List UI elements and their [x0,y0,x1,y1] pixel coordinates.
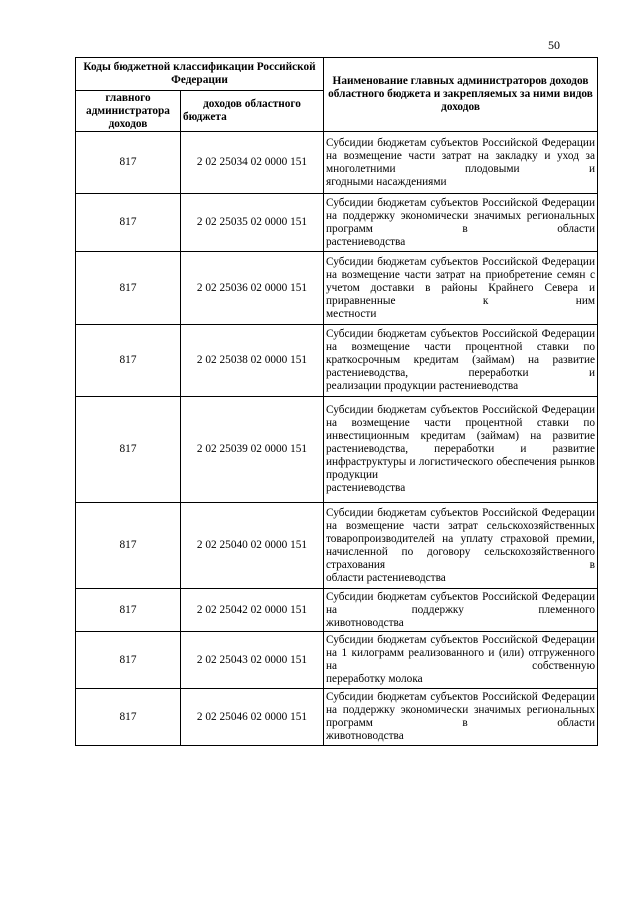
table-row [76,632,598,689]
table-row [76,397,598,503]
table-row [76,503,598,589]
income-description-cell [324,194,598,252]
table-row [76,252,598,325]
admin-code-cell: 817 [76,689,181,746]
budget-classification-table [75,57,598,746]
income-code-cell: 2 02 25034 02 0000 151 [181,132,324,194]
admin-code-header: главного администратора доходов [76,91,181,132]
admin-code-cell: 817 [76,252,181,325]
page-number: 50 [548,38,560,52]
income-code-cell: 2 02 25042 02 0000 151 [181,589,324,632]
income-code-cell: 2 02 25043 02 0000 151 [181,632,324,689]
description-last-line: растениеводства [326,482,406,494]
description-last-line: реализации продукции растениеводства [326,380,519,392]
description-last-line: растениеводства [326,235,406,248]
income-code-header: доходов областного бюджета [181,91,324,132]
income-description-cell [324,132,598,194]
table-row [76,132,598,194]
table-row [76,325,598,397]
table-row [76,589,598,632]
description-text: Субсидии бюджетам субъектов Российской Федерации на поддержку экономически значимых региональных программ в области [326,196,596,235]
income-code-cell: 2 02 25036 02 0000 151 [181,252,324,325]
description-text: Субсидии бюджетам субъектов Российской Федерации на 1 килограмм реализованного и (или) отгруженного на собственную [326,634,596,672]
income-description-cell [324,503,598,589]
admin-code-cell: 817 [76,397,181,503]
admin-code-cell: 817 [76,589,181,632]
admin-code-cell: 817 [76,632,181,689]
admin-code-cell: 817 [76,503,181,589]
codes-header: Коды бюджетной классификации Российской Федерации [76,58,324,91]
name-header: Наименование главных администраторов доходов областного бюджета и закрепляемых за ними видов доходов [324,58,598,132]
admin-code-cell: 817 [76,325,181,397]
description-last-line: животноводства [326,730,404,742]
income-description-cell [324,252,598,325]
description-last-line: местности [326,307,377,320]
description-text: Субсидии бюджетам субъектов Российской Федерации на поддержку экономически значимых региональных программ в области [326,691,596,729]
table-row [76,689,598,746]
income-code-cell: 2 02 25039 02 0000 151 [181,397,324,503]
description-last-line: животноводства [326,616,404,629]
income-code-cell: 2 02 25046 02 0000 151 [181,689,324,746]
admin-code-cell: 817 [76,132,181,194]
description-text: Субсидии бюджетам субъектов Российской Федерации на поддержку племенного [326,590,596,616]
description-text: Субсидии бюджетам субъектов Российской Федерации на возмещение части процентной ставки по краткосрочным кредитам (займам) на развитие растениеводства, переработки и [326,328,596,379]
description-last-line: ягодными насаждениями [326,175,447,188]
income-description-cell [324,632,598,689]
description-last-line: области растениеводства [326,571,446,584]
income-description-cell [324,325,598,397]
admin-code-cell: 817 [76,194,181,252]
description-text: Субсидии бюджетам субъектов Российской Федерации на возмещение части затрат на закладку и уход за многолетними плодовыми и [326,136,596,175]
income-code-cell: 2 02 25035 02 0000 151 [181,194,324,252]
description-text: Субсидии бюджетам субъектов Российской Федерации на возмещение части затрат сельскохозяйственных товаропроизводителей на уплату страховой премии, начисленной по договору сельскохозяйственного страхования в [326,506,596,571]
description-last-line: переработку молока [326,673,423,685]
table-row [76,194,598,252]
description-text: Субсидии бюджетам субъектов Российской Федерации на возмещение части процентной ставки по инвестиционным кредитам (займам) на развитие растениеводства, переработки и развитие инфраструктуры и логистического обеспечения рынков продукции [326,404,596,481]
income-code-cell: 2 02 25038 02 0000 151 [181,325,324,397]
income-code-cell: 2 02 25040 02 0000 151 [181,503,324,589]
income-description-cell [324,589,598,632]
income-description-cell [324,689,598,746]
income-description-cell [324,397,598,503]
description-text: Субсидии бюджетам субъектов Российской Федерации на возмещение части затрат на приобретение семян с учетом доставки в районы Крайнего Севера и приравненные к ним [326,255,596,307]
